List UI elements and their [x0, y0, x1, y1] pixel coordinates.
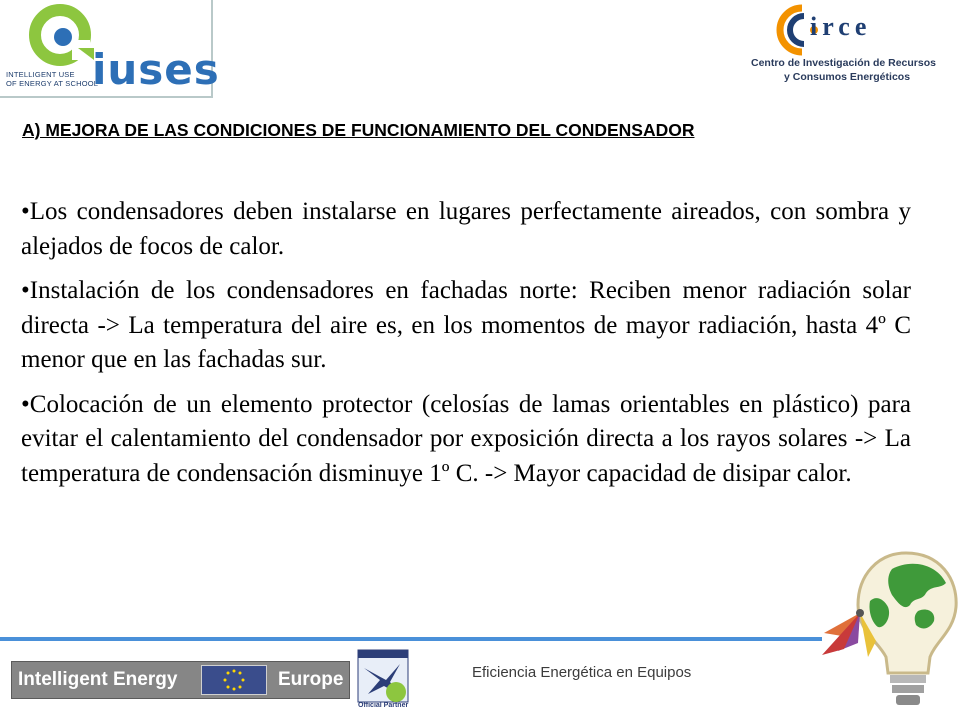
iuses-tagline [6, 70, 98, 88]
circe-logo [746, 0, 960, 98]
circe-line-1: Centro de Investigación de Recursos [751, 57, 936, 69]
swallow-icon [356, 648, 414, 708]
intelligent-energy-label: Intelligent Energy [18, 669, 178, 690]
iuses-logo [0, 0, 220, 98]
circe-line-2: y Consumos Energéticos [784, 71, 911, 83]
lightbulb-globe-icon [818, 545, 960, 720]
official-partner-label: Official Partner [358, 702, 409, 709]
europe-label: Europe [278, 669, 344, 690]
slide-heading: A) MEJORA DE LAS CONDICIONES DE FUNCIONAMIENTO DEL CONDENSADOR [22, 120, 695, 140]
iuses-wordmark: iuses [92, 45, 220, 94]
footer-divider [0, 637, 822, 641]
footer-caption: Eficiencia Energética en Equipos [472, 664, 692, 681]
iuses-tagline-line2: OF ENERGY AT SCHOOL [6, 79, 99, 88]
iuses-tagline-line1: INTELLIGENT USE [6, 70, 75, 79]
bullet-list [21, 195, 911, 501]
bullet-item: • Los condensadores deben instalarse en lugares perfectamente aireados, con sombra y alejados de focos de calor. [21, 195, 911, 264]
intelligent-energy-europe-banner [11, 661, 350, 699]
bullet-item: • Instalación de los condensadores en fachadas norte: Reciben menor radiación solar directa -> La temperatura del aire es, en los momentos de mayor radiación, hasta 4º C menor que en las fachadas sur. [21, 274, 911, 378]
circe-wordmark: irce [810, 12, 872, 41]
eu-flag-icon [201, 665, 267, 695]
bullet-item: • Colocación de un elemento protector (celosías de lamas orientables en plástico) para evitar el calentamiento del condensador por exposición directa a los rayos solares -> La temperatura de condensación disminuye 1º C. -> Mayor capacidad de disipar calor. [21, 388, 911, 492]
